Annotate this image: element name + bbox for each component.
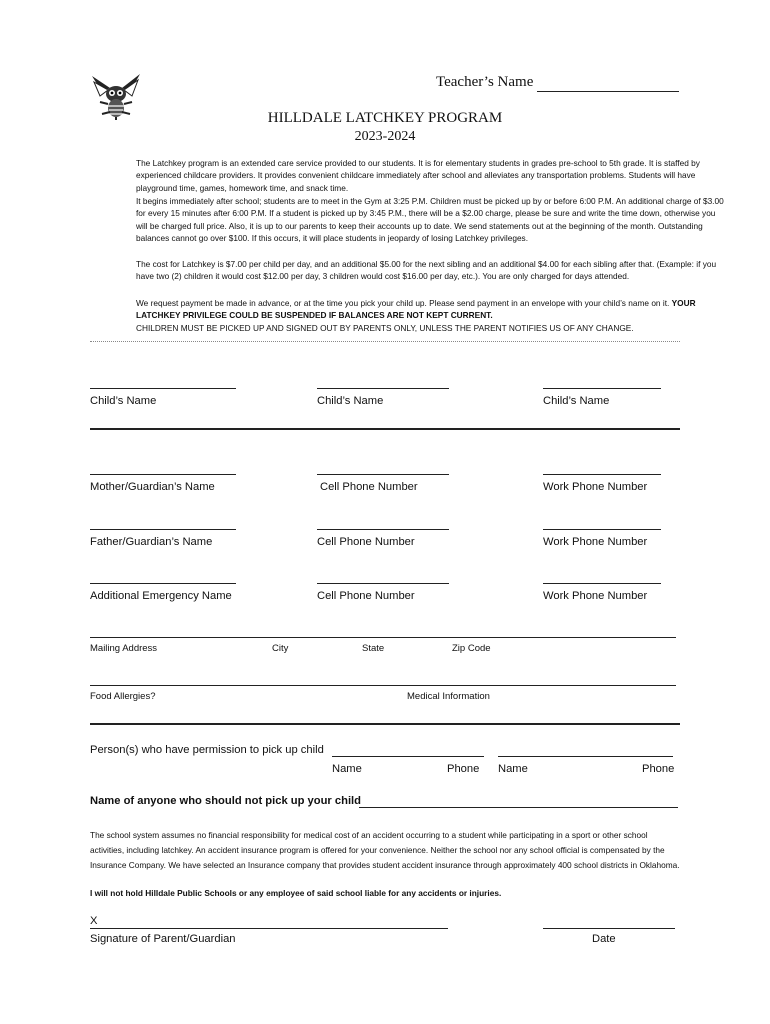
payment-note: We request payment be made in advance, or at the time you pick your child up. Please send payment in an envelope with your child’s name on it. (136, 298, 670, 308)
signature-label: Signature of Parent/Guardian (90, 933, 236, 945)
intro-paragraph-2: It begins immediately after school; students are to meet in the Gym at 3:25 P.M. Children must be picked up by or before 6:00 P.M. An additional charge of $3.00 for every 15 minutes after 6:00 P.M. If a student is picked up by 3:45 P.M., there will be a $2.00 charge, please be sure and write the time down, otherwise you will be charged full price. Also, it is up to our parents to keep their accounts up to date. We send statements out at the beginning of the month. Outstanding balances cannot go over $100. If this occurs, it will place students in jeopardy of losing Latchkey privileges. (136, 196, 724, 244)
father-name-label: Father/Guardian’s Name (90, 536, 213, 548)
pickup-phone-label-1: Phone (447, 763, 480, 775)
allergies-medical-line[interactable] (90, 685, 676, 686)
intro-paragraph-4 (90, 297, 726, 322)
teacher-name-label: Teacher’s Name (436, 74, 534, 90)
mother-cell-label: Cell Phone Number (320, 481, 418, 493)
mailing-address-line[interactable] (90, 637, 676, 638)
liability-waiver: I will not hold Hilldale Public Schools or any employee of said school liable for any accidents or injuries. (90, 888, 502, 898)
date-label: Date (592, 933, 616, 945)
child-name-line-3[interactable] (543, 388, 661, 389)
father-work-label: Work Phone Number (543, 536, 648, 548)
no-pickup-label: Name of anyone who should not pick up your child (90, 795, 362, 807)
child-name-line-1[interactable] (90, 388, 236, 389)
intro-paragraph-1: The Latchkey program is an extended care service provided to our students. It is for elementary students in grades pre-school to 5th grade. It is staffed by experienced childcare providers. It provides convenient childcare immediately after school and alleviates any transportation problems. Students will have playground time, games, homework time, and snack time. (136, 158, 700, 193)
signature-line[interactable] (90, 928, 448, 929)
date-line[interactable] (543, 928, 675, 929)
child-name-label-2: Child’s Name (317, 395, 384, 407)
mailing-address-label: Mailing Address (90, 643, 158, 654)
program-year: 2023-2024 (354, 129, 416, 144)
child-name-line-2[interactable] (317, 388, 449, 389)
emergency-name-label: Additional Emergency Name (90, 590, 232, 602)
dotted-divider (90, 341, 680, 342)
emergency-cell-line[interactable] (317, 583, 449, 584)
emergency-work-label: Work Phone Number (543, 590, 648, 602)
intro-paragraph-3: The cost for Latchkey is $7.00 per child per day, and an additional $5.00 for the next sibling and an additional $4.00 for each sibling after that. (Example: if you have two (2) children it would cost $12.00 per day, 3 children would cost $16.00 per day, etc.). You are only charged for days attended. (136, 259, 717, 282)
food-allergies-label: Food Allergies? (90, 691, 156, 702)
teacher-name-line[interactable] (537, 91, 679, 92)
zip-code-label: Zip Code (452, 643, 491, 654)
state-label: State (362, 643, 385, 654)
signature-x-mark: X (90, 915, 98, 927)
mother-work-label: Work Phone Number (543, 481, 648, 493)
pickup-person-2-line[interactable] (498, 756, 673, 757)
father-name-line[interactable] (90, 529, 236, 530)
mother-name-label: Mother/Guardian’s Name (90, 481, 215, 493)
pickup-name-label-1: Name (332, 763, 362, 775)
no-pickup-line[interactable] (359, 807, 678, 808)
pickup-phone-label-2: Phone (642, 763, 675, 775)
medical-info-label: Medical Information (407, 691, 490, 702)
emergency-name-line[interactable] (90, 583, 236, 584)
father-work-line[interactable] (543, 529, 661, 530)
program-title: HILLDALE LATCHKEY PROGRAM (267, 110, 503, 126)
child-name-label-1: Child’s Name (90, 395, 157, 407)
father-cell-line[interactable] (317, 529, 449, 530)
intro-paragraph-5: CHILDREN MUST BE PICKED UP AND SIGNED OUT BY PARENTS ONLY, UNLESS THE PARENT NOTIFIES US OF ANY CHANGE. (136, 323, 634, 333)
emergency-cell-label: Cell Phone Number (317, 590, 415, 602)
emergency-work-line[interactable] (543, 583, 661, 584)
suspension-warning: YOUR LATCHKEY PRIVILEGE COULD BE SUSPENDED IF BALANCES ARE NOT KEPT CURRENT. (136, 298, 696, 321)
section-divider-2 (90, 723, 680, 725)
father-cell-label: Cell Phone Number (317, 536, 415, 548)
mother-work-line[interactable] (543, 474, 661, 475)
child-name-label-3: Child’s Name (543, 395, 610, 407)
mother-name-line[interactable] (90, 474, 236, 475)
pickup-person-1-line[interactable] (332, 756, 484, 757)
section-divider-1 (90, 428, 680, 430)
insurance-disclaimer: The school system assumes no financial responsibility for medical cost of an accident occurring to a student while participating in a sport or other school activities, including latchkey. An accident insurance program is offered for your convenience. Neither the school nor any school official is compensated by the Insurance Company. We have selected an Insurance company that provides student accident insurance through approximately 400 school districts in Oklahoma. (90, 830, 680, 870)
mother-cell-line[interactable] (317, 474, 449, 475)
city-label: City (272, 643, 289, 654)
pickup-permission-label: Person(s) who have permission to pick up child (90, 744, 324, 756)
pickup-name-label-2: Name (498, 763, 528, 775)
